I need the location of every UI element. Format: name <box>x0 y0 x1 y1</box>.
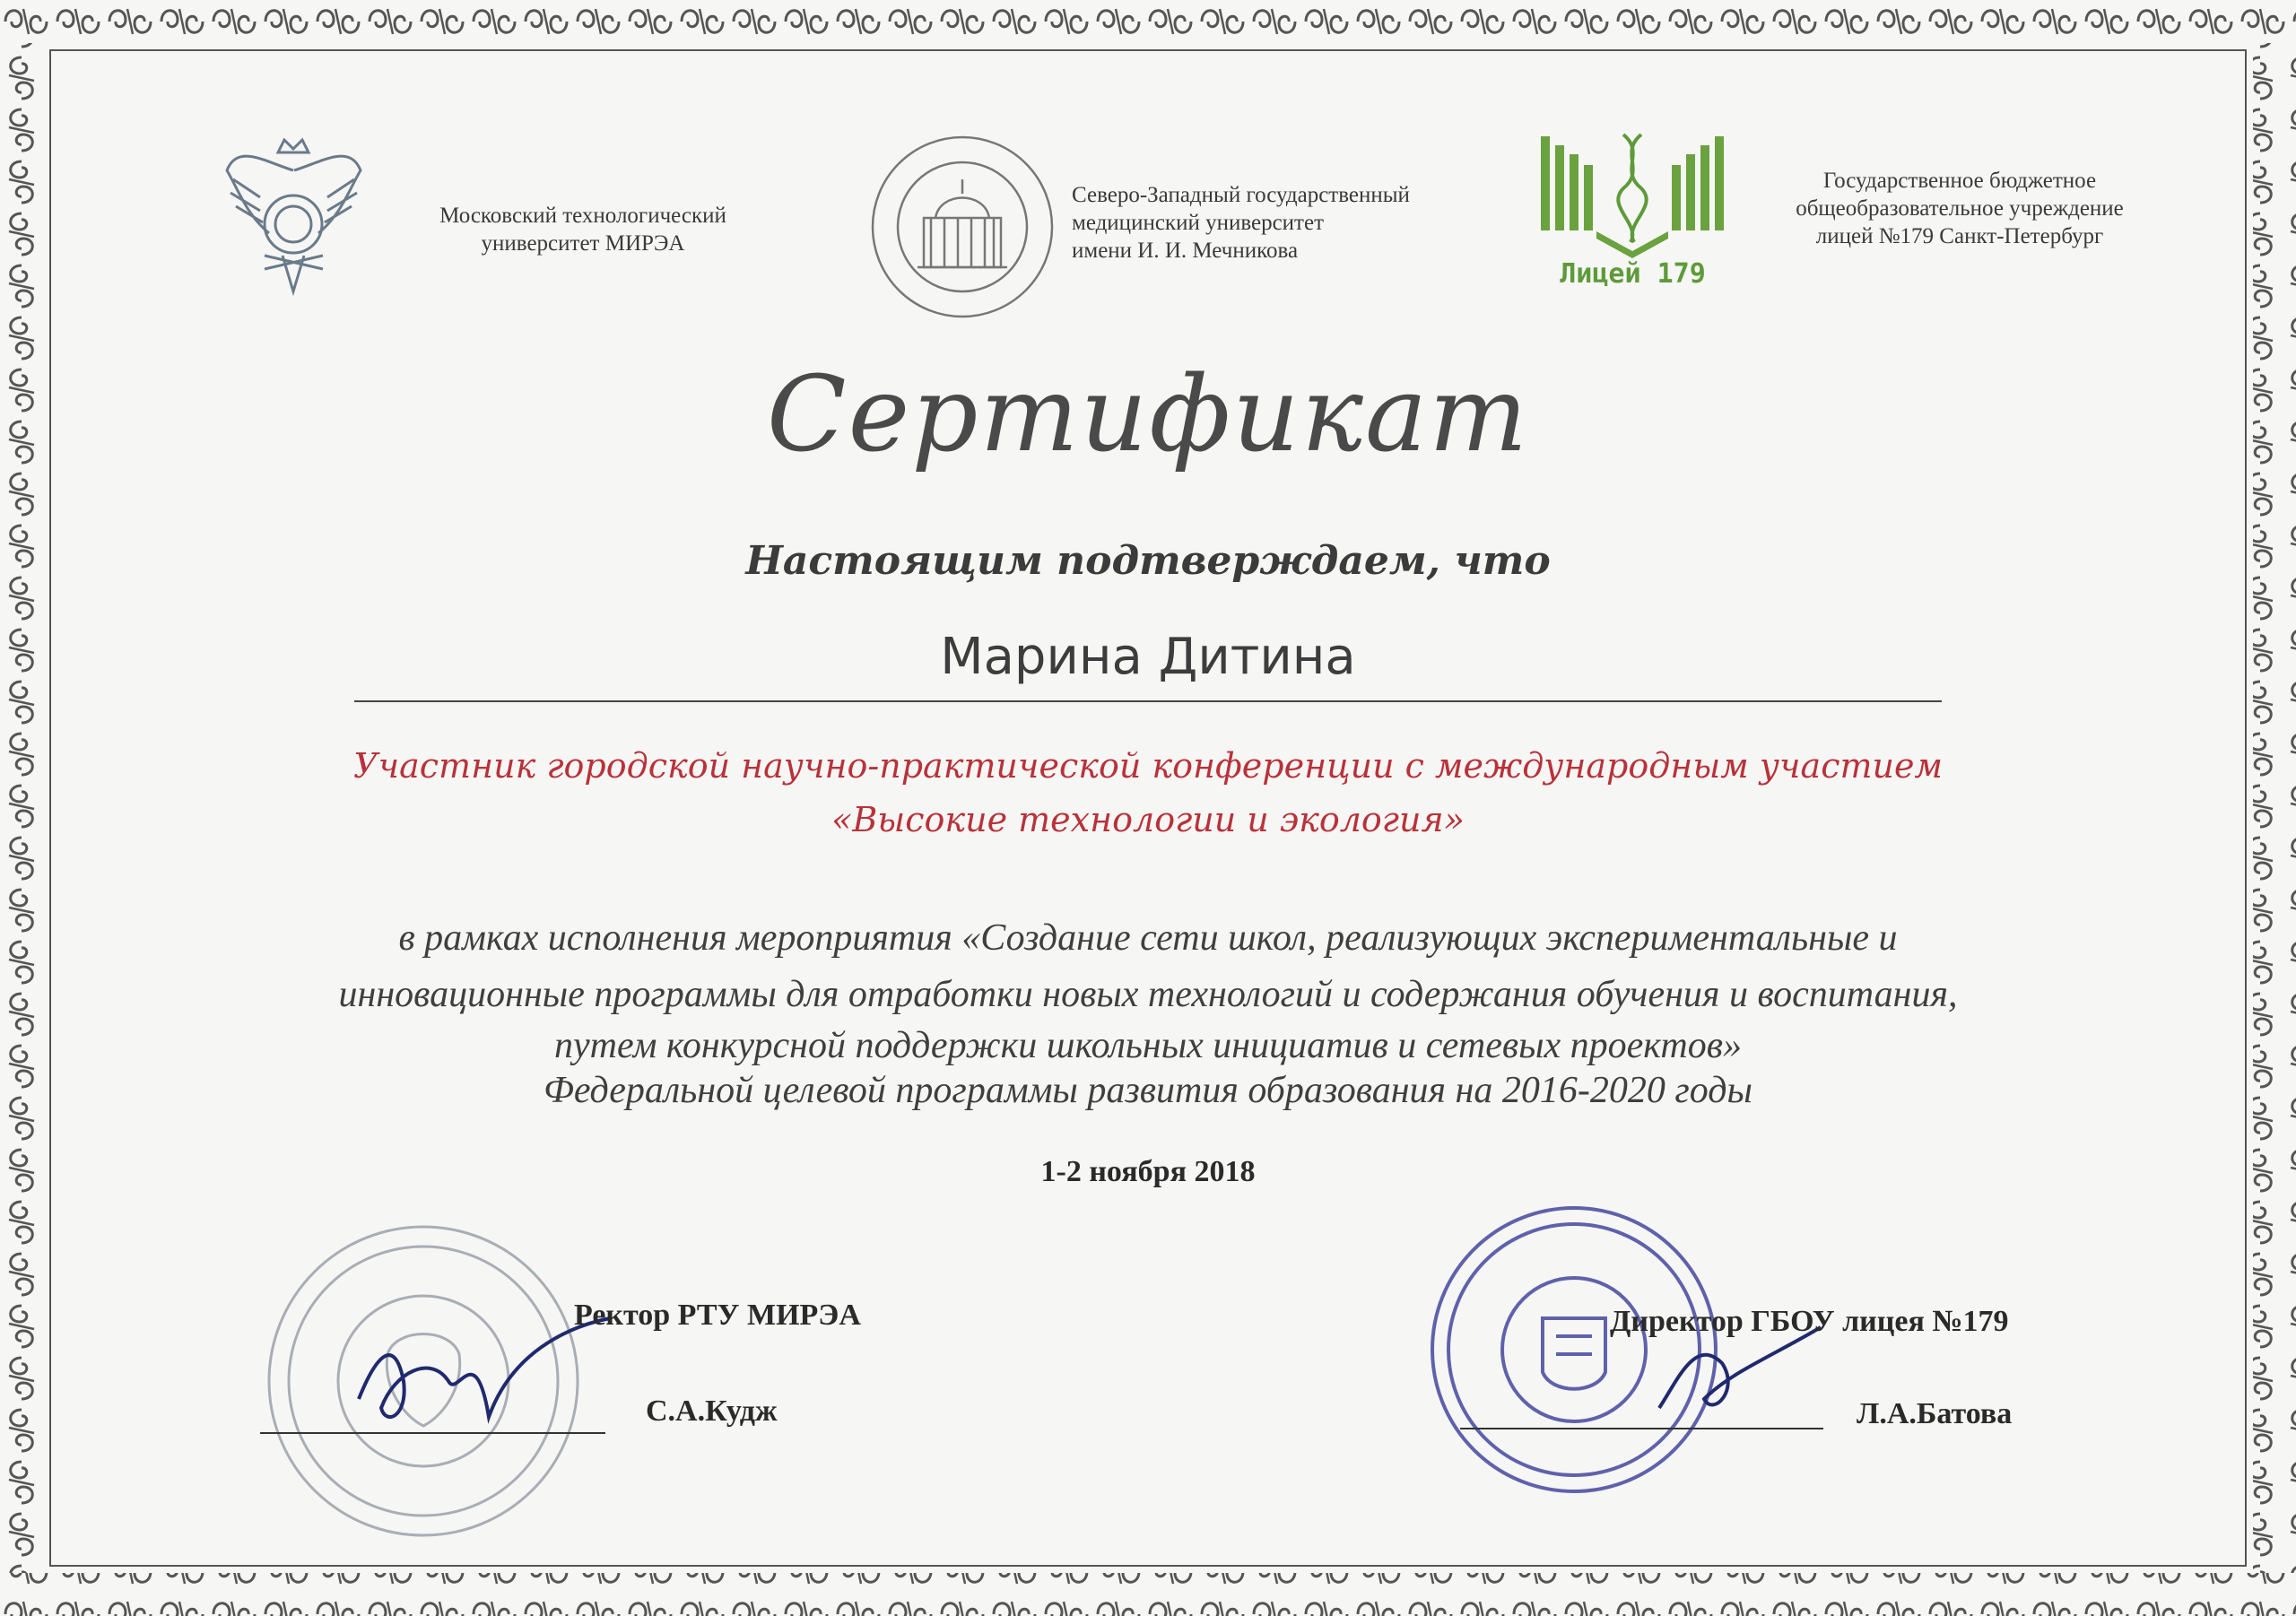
logo3-text-line2: общеобразовательное учреждение <box>1796 196 2124 221</box>
lyceum-book-dna-icon <box>1534 126 1731 260</box>
context-line3: путем конкурсной поддержки школьных инициатив и сетевых проектов» <box>554 1025 1742 1066</box>
award-line1: Участник городской научно-практической конференции с международным участием <box>353 746 1943 786</box>
logo3-text-line3: лицей №179 Санкт-Петербург <box>1815 224 2104 248</box>
logo2-text-line1: Северо-Западный государственный <box>1072 183 1410 207</box>
director-name: Л.А.Батова <box>1857 1397 2013 1430</box>
director-signature-line <box>1460 1428 1823 1429</box>
mirea-emblem-icon <box>220 135 368 300</box>
lyceum-logo-caption: Лицей 179 <box>1560 258 1706 290</box>
logo2-text-line2: медицинский университет <box>1072 211 1325 235</box>
award-line2: «Высокие технологии и экология» <box>831 800 1465 839</box>
mechnikov-seal-icon <box>868 133 1057 321</box>
rector-signature-line <box>260 1432 605 1434</box>
context-line4: Федеральной целевой программы развития образования на 2016-2020 годы <box>544 1070 1752 1111</box>
context-line2: инновационные программы для отработки новых технологий и содержания обучения и воспитания, <box>338 974 1958 1015</box>
name-underline <box>354 700 1942 702</box>
confirm-text: Настоящим подтверждаем, что <box>745 538 1551 584</box>
event-date: 1-2 ноября 2018 <box>1040 1155 1256 1188</box>
recipient-name: Марина Дитина <box>940 628 1356 686</box>
director-role: Директор ГБОУ лицея №179 <box>1610 1305 2009 1338</box>
logo1-text-line1: Московский технологический <box>439 204 726 228</box>
rector-role: Ректор РТУ МИРЭА <box>574 1299 861 1332</box>
logo3-text-line1: Государственное бюджетное <box>1822 169 2097 193</box>
context-line1: в рамках исполнения мероприятия «Создание сети школ, реализующих экспериментальные и <box>398 917 1898 959</box>
logo1-text-line2: университет МИРЭА <box>481 231 685 256</box>
logo2-text-line3: имени И. И. Мечникова <box>1072 239 1299 263</box>
rector-name: С.А.Кудж <box>646 1394 778 1428</box>
certificate-title: Сертификат <box>766 354 1530 475</box>
